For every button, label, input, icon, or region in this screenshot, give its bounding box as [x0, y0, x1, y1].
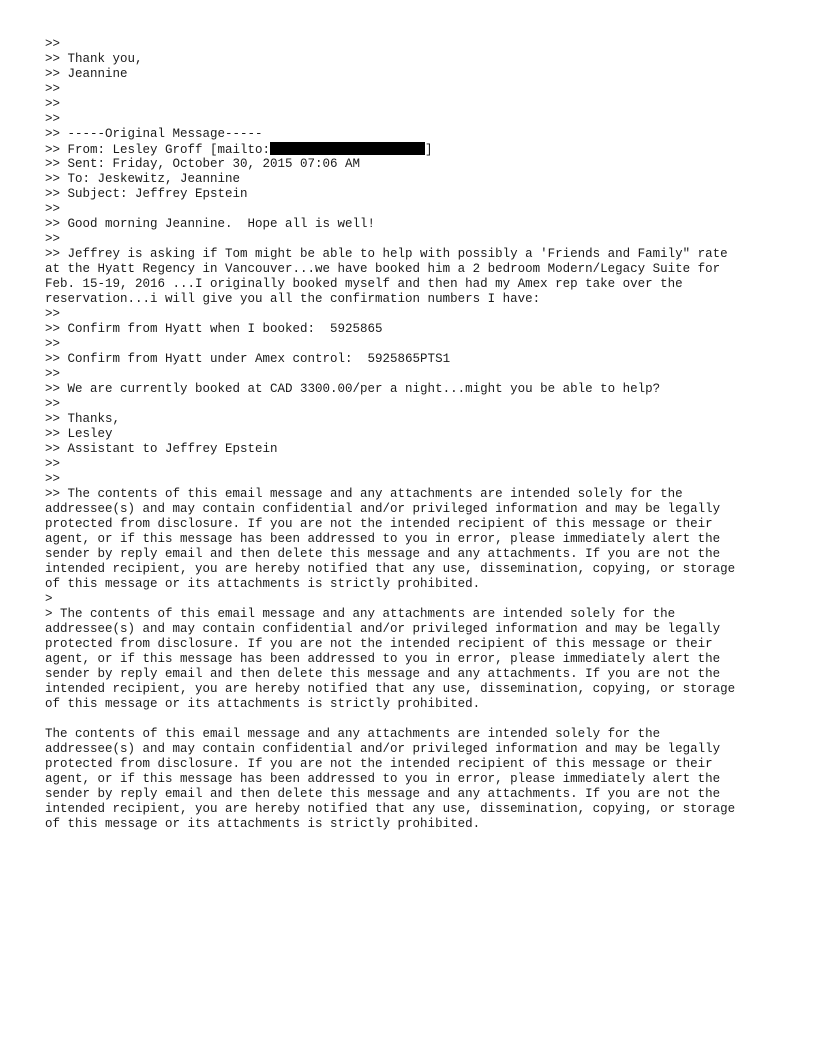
text-line: agent, or if this message has been addressed to you in error, please immediately alert the [45, 652, 721, 666]
text-line: >> Confirm from Hyatt under Amex control: 5925865PTS1 [45, 352, 451, 366]
text-line: >> To: Jeskewitz, Jeannine [45, 172, 241, 186]
text-line: >> Jeannine [45, 67, 128, 81]
text-line: >> [45, 97, 61, 111]
text-line: >> Thank you, [45, 52, 143, 66]
text-line: addressee(s) and may contain confidential and/or privileged information and may be legally [45, 502, 721, 516]
redaction-block [270, 142, 425, 155]
text-line: >> Jeffrey is asking if Tom might be able to help with possibly a 'Friends and Family" rate [45, 247, 728, 261]
text-line: addressee(s) and may contain confidential and/or privileged information and may be legally [45, 622, 721, 636]
text-line: >> [45, 457, 61, 471]
text-line: of this message or its attachments is strictly prohibited. [45, 817, 481, 831]
text-line: >> Assistant to Jeffrey Epstein [45, 442, 278, 456]
text-line: >> [45, 232, 61, 246]
text-line: >> [45, 397, 61, 411]
text-line: >> The contents of this email message and any attachments are intended solely for the [45, 487, 683, 501]
email-body [45, 157, 775, 832]
text-line: >> -----Original Message----- [45, 127, 263, 141]
text-line: agent, or if this message has been addressed to you in error, please immediately alert the [45, 772, 721, 786]
text-line: reservation...i will give you all the confirmation numbers I have: [45, 292, 541, 306]
quoted-reply-header [45, 37, 775, 142]
text-line: intended recipient, you are hereby notified that any use, dissemination, copying, or storage [45, 802, 736, 816]
text-line: >> [45, 202, 61, 216]
text-line: sender by reply email and then delete this message and any attachments. If you are not the [45, 547, 721, 561]
email-document [45, 37, 775, 832]
text-line: at the Hyatt Regency in Vancouver...we have booked him a 2 bedroom Modern/Legacy Suite for [45, 262, 721, 276]
text-line: >> [45, 337, 61, 351]
text-line: >> We are currently booked at CAD 3300.00/per a night...might you be able to help? [45, 382, 661, 396]
text-line: of this message or its attachments is strictly prohibited. [45, 697, 481, 711]
text-line: agent, or if this message has been addressed to you in error, please immediately alert the [45, 532, 721, 546]
text-line: protected from disclosure. If you are not the intended recipient of this message or their [45, 517, 713, 531]
from-line-text: >> From: Lesley Groff [mailto: [45, 143, 271, 157]
text-line: >> [45, 367, 61, 381]
text-line: of this message or its attachments is strictly prohibited. [45, 577, 481, 591]
text-line: >> Subject: Jeffrey Epstein [45, 187, 248, 201]
text-line: > [45, 592, 53, 606]
text-line: >> [45, 472, 61, 486]
text-line: >> [45, 307, 61, 321]
text-line: intended recipient, you are hereby notified that any use, dissemination, copying, or storage [45, 562, 736, 576]
text-line: intended recipient, you are hereby notified that any use, dissemination, copying, or storage [45, 682, 736, 696]
from-line-end: ] [425, 143, 433, 157]
text-line: addressee(s) and may contain confidential and/or privileged information and may be legally [45, 742, 721, 756]
text-line: >> [45, 82, 61, 96]
text-line: >> Sent: Friday, October 30, 2015 07:06 AM [45, 157, 361, 171]
text-line: >> [45, 37, 61, 51]
text-line: The contents of this email message and any attachments are intended solely for the [45, 727, 661, 741]
text-line [45, 712, 775, 727]
text-line: protected from disclosure. If you are not the intended recipient of this message or their [45, 757, 713, 771]
text-line: Feb. 15-19, 2016 ...I originally booked myself and then had my Amex rep take over the [45, 277, 683, 291]
text-line: protected from disclosure. If you are not the intended recipient of this message or their [45, 637, 713, 651]
from-line [45, 142, 775, 157]
text-line: sender by reply email and then delete this message and any attachments. If you are not the [45, 787, 721, 801]
text-line: >> [45, 112, 61, 126]
text-line: >> Good morning Jeannine. Hope all is well! [45, 217, 376, 231]
text-line: >> Lesley [45, 427, 113, 441]
text-line: >> Confirm from Hyatt when I booked: 5925865 [45, 322, 383, 336]
text-line: > The contents of this email message and any attachments are intended solely for the [45, 607, 676, 621]
text-line: >> Thanks, [45, 412, 121, 426]
text-line: sender by reply email and then delete this message and any attachments. If you are not the [45, 667, 721, 681]
